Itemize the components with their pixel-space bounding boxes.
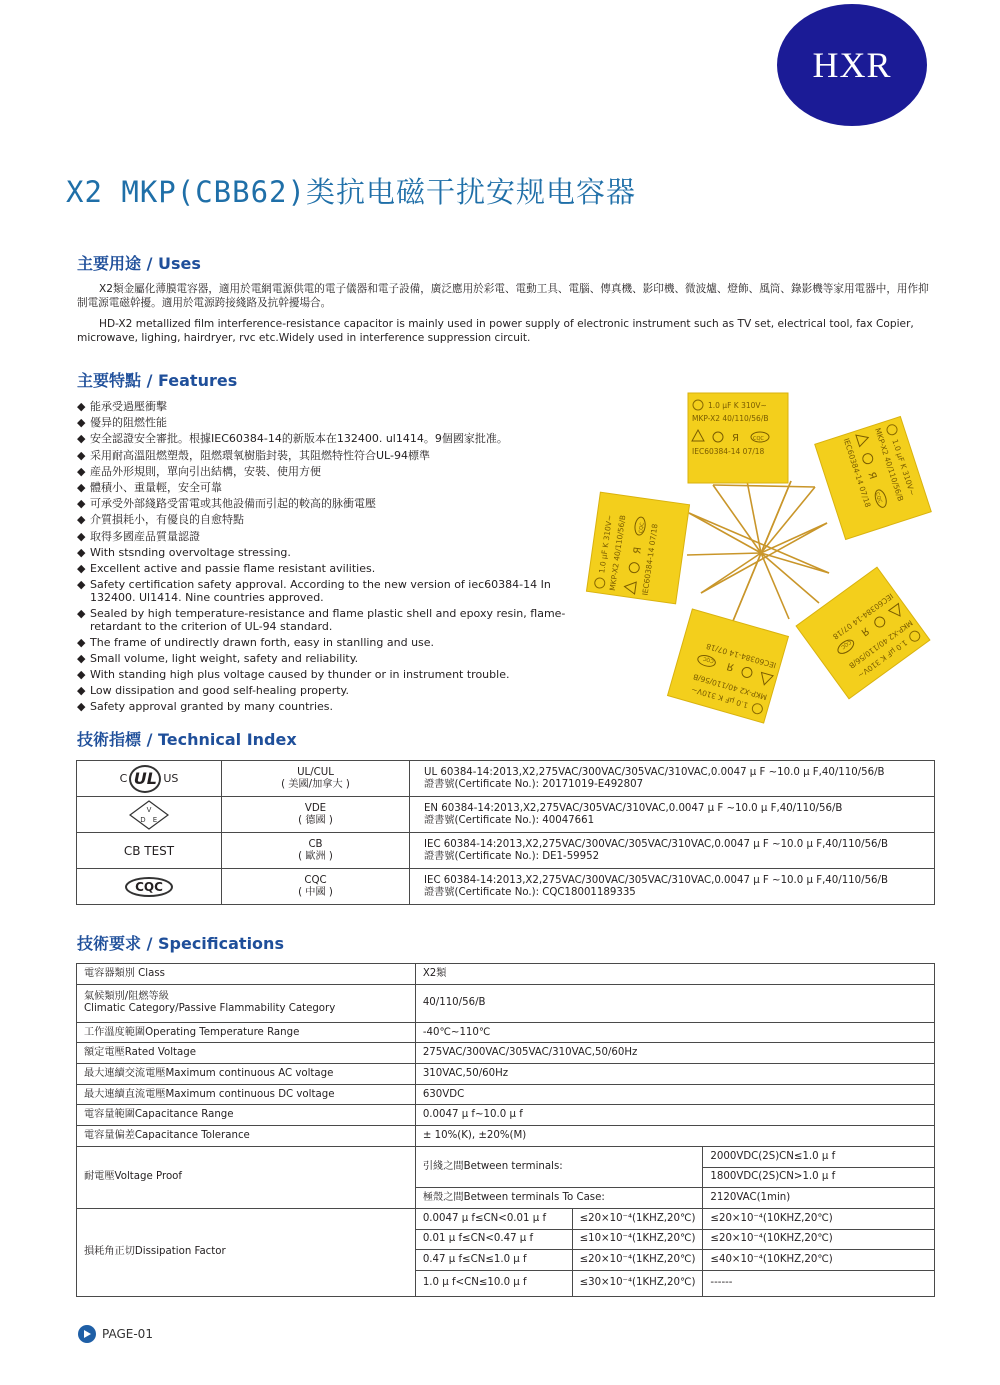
cb-test-label: CB TEST — [77, 833, 222, 869]
table-row: 工作溫度範圍Operating Temperature Range -40℃~110℃ — [77, 1022, 935, 1043]
feature-item: ◆ 安全認證安全審批。根據IEC60384-14的新版本在132400. ul1414。9個國家批准。 — [77, 432, 508, 446]
feature-item: ◆ With standing high plus voltage caused by thunder or in instrument trouble. — [77, 668, 510, 681]
feature-item: ◆ Excellent active and passie flame resistant avilities. — [77, 562, 376, 575]
svg-text:D: D — [140, 815, 146, 824]
capacitor-3 — [796, 567, 930, 699]
features-list-zh — [77, 399, 508, 545]
table-row: 0.01 μ f≤CN<0.47 μ f ≤10×10⁻⁴(1KHZ,20℃) ≤20×10⁻⁴(10KHZ,20℃) — [77, 1229, 935, 1250]
table-row: 1800VDC(2S)CN>1.0 μ f — [77, 1167, 935, 1188]
vde-logo-cell — [77, 797, 222, 833]
page-number: PAGE-01 — [78, 1325, 153, 1343]
uses-heading: 主要用途 / Uses — [77, 254, 201, 273]
table-row: 最大連續交流電壓Maximum continuous AC voltage 310VAC,50/60Hz — [77, 1064, 935, 1085]
spec-heading: 技術要求 / Specifications — [77, 934, 284, 953]
specifications-table — [76, 963, 935, 1297]
table-row: 電容量範圍Capacitance Range 0.0047 μ f~10.0 μ f — [77, 1105, 935, 1126]
table-row: 額定電壓Rated Voltage 275VAC/300VAC/305VAC/310VAC,50/60Hz — [77, 1043, 935, 1064]
table-row: 耐電壓Voltage Proof 引綫之間Between terminals: 2000VDC(2S)CN≤1.0 μ f — [77, 1146, 935, 1167]
table-row: CQC CQC ( 中國 ) IEC 60384-14:2013,X2,275VAC/300VAC/305VAC/310VAC,0.0047 μ F ~10.0 μ F,40/110/56/B 證書號(Certificate No.): CQC18001189335 — [77, 869, 935, 905]
feature-item: ◆ 可承受外部綫路受雷電或其他設備而引起的較高的脉衝電壓 — [77, 497, 376, 511]
feature-item: ◆ 優异的阻燃性能 — [77, 416, 167, 430]
table-row: V D E VDE ( 德國 ) EN 60384-14:2013,X2,275VAC/305VAC/310VAC,0.0047 μ F ~10.0 μ F,40/110/56/B 證書號(Certificate No.): 40047661 — [77, 797, 935, 833]
table-row: C UL US UL/CUL ( 美國/加拿大 ) UL 60384-14:2013,X2,275VAC/300VAC/305VAC/310VAC,0.0047 μ F ~10.0 μ F,40/110/56/B 證書號(Certificate No.): 20171019-E492807 — [77, 761, 935, 797]
cqc-logo-cell — [77, 869, 222, 905]
feature-item: ◆ 采用耐高溫阻燃塑殼，阻燃環氧樹脂封裝，其阻燃特性符合UL-94標準 — [77, 448, 430, 462]
feature-item: ◆ Small volume, light weight, safety and reliability. — [77, 652, 359, 665]
feature-item: ◆ 取得多國産品質量認證 — [77, 529, 200, 543]
feature-item: ◆ Safety approval granted by many countries. — [77, 700, 334, 713]
uses-text-zh: X2類金屬化薄膜電容器，適用於電網電源供電的電子儀器和電子設備，廣泛應用於彩電、電動工具、電腦、傳真機、影印機、微波爐、燈飾、風筒、錄影機等家用電器中，用作抑制電源電磁幹擾。適用於電源跨接綫路及抗幹擾場合。 — [77, 283, 929, 309]
capacitor-1 — [688, 393, 788, 483]
capacitor-5 — [586, 492, 689, 604]
features-list-en — [77, 546, 577, 716]
feature-item: ◆ The frame of undirectly drawn forth, easy in stanlling and use. — [77, 636, 435, 649]
feature-item: ◆ 能承受過壓衝擊 — [77, 400, 167, 413]
tech-index-table — [76, 760, 935, 905]
table-row: 損耗角正切Dissipation Factor 0.0047 μ f≤CN<0.01 μ f ≤20×10⁻⁴(1KHZ,20℃) ≤20×10⁻⁴(10KHZ,20℃) — [77, 1208, 935, 1229]
feature-item: ◆ Low dissipation and good self-healing property. — [77, 684, 349, 697]
table-row: 氣候類別/阻燃等級 Climatic Category/Passive Flammability Category 40/110/56/B — [77, 984, 935, 1022]
ul-logo-cell — [77, 761, 222, 797]
table-row: 0.47 μ f≤CN≤1.0 μ f ≤20×10⁻⁴(1KHZ,20℃) ≤40×10⁻⁴(10KHZ,20℃) — [77, 1250, 935, 1271]
brand-logo — [777, 4, 927, 126]
table-row: 1.0 μ f<CN≤10.0 μ f ≤30×10⁻⁴(1KHZ,20℃) ------ — [77, 1270, 935, 1296]
page-title: X2 MKP(CBB62)类抗电磁干扰安规电容器 — [66, 175, 636, 209]
feature-item: ◆ 體積小、重量輕，安全可靠 — [77, 480, 222, 494]
capacitor-2 — [815, 417, 931, 540]
cqc-logo: CQC — [125, 877, 173, 897]
vde-logo — [129, 800, 169, 830]
capacitor-product-photo: 1.0 μF K 310V~ MKP-X2 40/110/56/B Я CQC IEC60384-14 07/18 — [583, 383, 940, 723]
brand-logo-text: HXR — [812, 45, 892, 85]
table-row: 電容量偏差Capacitance Tolerance ± 10%(K), ±20%(M) — [77, 1126, 935, 1147]
feature-item: ◆ With stsnding overvoltage stressing. — [77, 546, 291, 559]
capacitor-4 — [668, 609, 789, 723]
svg-text:E: E — [152, 815, 158, 824]
svg-text:V: V — [146, 805, 152, 814]
table-row: 電容器類別 Class X2類 — [77, 964, 935, 985]
ul-logo: C UL US — [120, 765, 179, 793]
features-heading: 主要特點 / Features — [77, 371, 238, 390]
table-row: 極殼之間Between terminals To Case: 2120VAC(1min) — [77, 1188, 935, 1209]
uses-text-en: HD-X2 metallized film interference-resistance capacitor is mainly used in power supply of electronic instrument such as TV set, electrical tool, fax Copier, microwave, lighing, hairdryer, rvc etc.Widely used in interference suppression circuit. — [77, 318, 914, 344]
table-row: CB TEST CB ( 歐洲 ) IEC 60384-14:2013,X2,275VAC/300VAC/305VAC/310VAC,0.0047 μ F ~10.0 μ F,40/110/56/B 證書號(Certificate No.): DE1-59952 — [77, 833, 935, 869]
arrow-right-icon — [78, 1325, 96, 1343]
tech-heading: 技術指標 / Technical Index — [77, 730, 297, 749]
feature-item: ◆ 産品外形規則，單向引出結構，安裝、使用方便 — [77, 464, 321, 478]
feature-item: ◆ Safety certification safety approval. According to the new version of iec60384-14 In 132400. Ul1414. Nine countries approved. — [77, 578, 551, 604]
table-row: 最大連續直流電壓Maximum continuous DC voltage 630VDC — [77, 1084, 935, 1105]
feature-item: ◆ Sealed by high temperature-resistance and flame plastic shell and epoxy resin, flame-retardant to the criterion of UL-94 standard. — [77, 607, 566, 633]
feature-item: ◆ 介質損耗小，有優良的自愈特點 — [77, 513, 244, 527]
